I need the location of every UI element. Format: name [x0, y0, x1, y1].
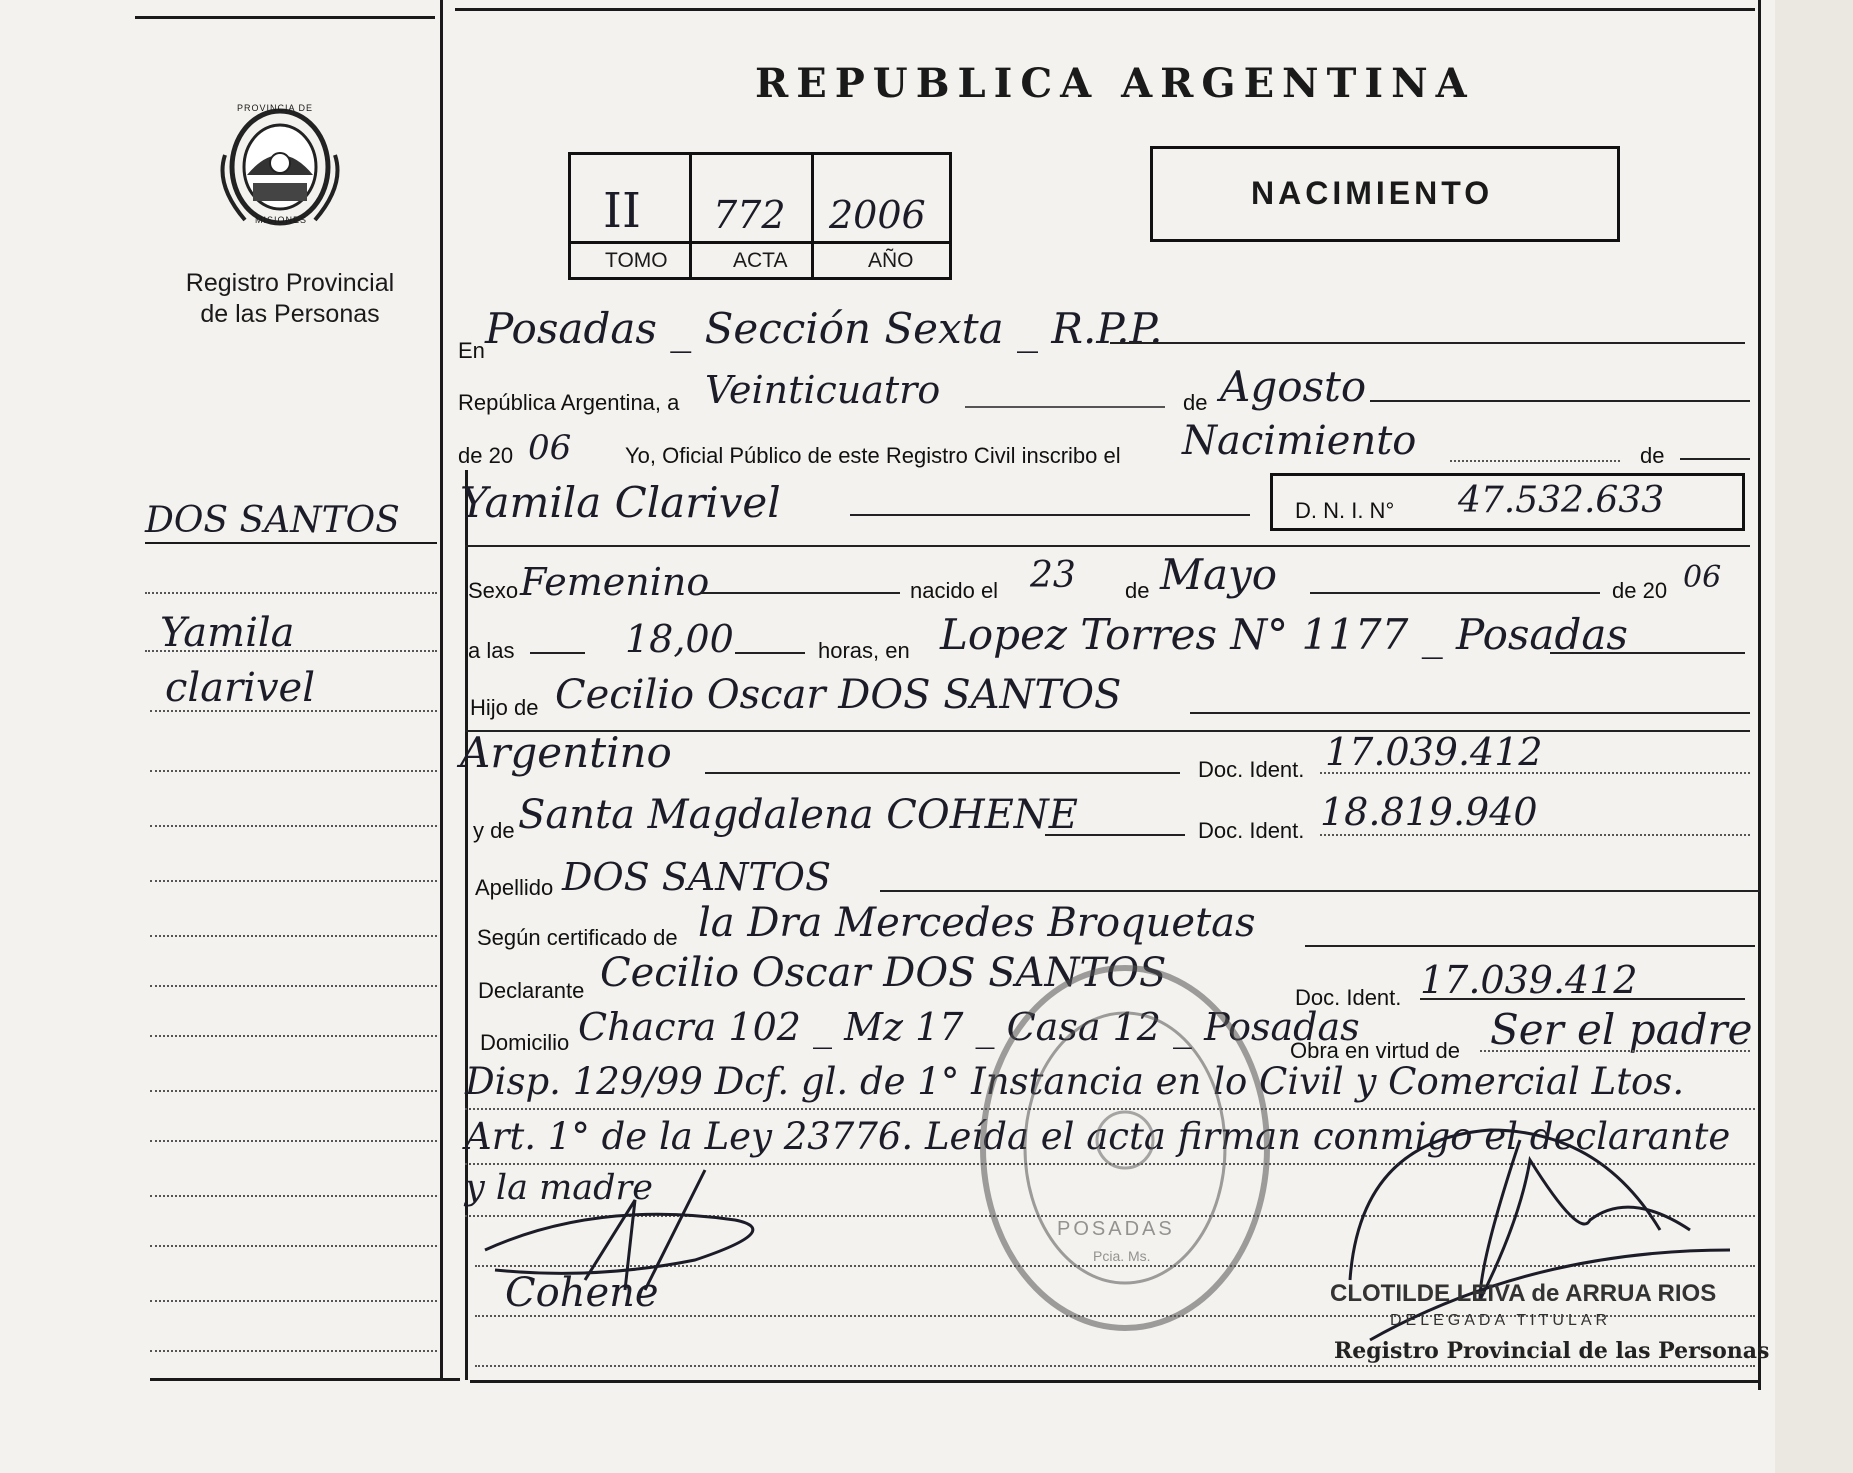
value-by-virtue: Ser el padre	[1490, 1005, 1753, 1054]
top-left-rule	[135, 16, 435, 19]
label-de-20: de 20	[458, 443, 514, 468]
value-mother-doc: 18.819.940	[1320, 790, 1538, 834]
value-day-words: Veinticuatro	[705, 368, 941, 412]
value-birth-month: Mayo	[1160, 550, 1278, 599]
right-border	[1758, 0, 1761, 1390]
label-horas-en: horas, en	[818, 638, 910, 663]
label-segun: Según certificado de	[477, 925, 678, 950]
value-birth-day: 23	[1030, 555, 1076, 596]
label-de-mes: de	[1125, 578, 1150, 603]
seal-top-text: PROVINCIA DE	[237, 103, 314, 113]
margin-first-name: Yamila	[160, 610, 295, 656]
label-republica: República Argentina, a	[458, 390, 680, 415]
value-dni: 47.532.633	[1458, 480, 1665, 521]
country-title: REPUBLICA ARGENTINA	[755, 60, 1475, 107]
official-title: DELEGADA TITULAR	[1390, 1312, 1612, 1329]
tomo-label: TOMO	[605, 249, 668, 272]
label-y-de: y de	[473, 818, 515, 843]
note-line-2: Art. 1° de la Ley 23776. Leída el acta firman conmigo el declarante	[465, 1115, 1731, 1158]
note-line-3: y la madre	[465, 1168, 653, 1208]
note-line-1: Disp. 129/99 Dcf. gl. de 1° Instancia en lo Civil y Comercial Ltos.	[465, 1060, 1685, 1103]
label-de-20b: de 20	[1612, 578, 1668, 603]
label-yo-oficial: Yo, Oficial Público de este Registro Civil inscribo el	[625, 443, 1121, 468]
stamp-center-text: POSADAS	[1057, 1218, 1175, 1240]
label-obra: Obra en virtud de	[1290, 1038, 1460, 1063]
label-de-end: de	[1640, 443, 1665, 468]
column-divider	[440, 0, 443, 1380]
bottom-rule	[470, 1380, 1760, 1383]
label-dni: D. N. I. N°	[1295, 498, 1395, 523]
registry-name-line1: Registro Provincial	[185, 269, 395, 297]
value-address: Chacra 102 _ Mz 17 _ Casa 12 _ Posadas	[578, 1005, 1360, 1049]
seal-bottom-text: MISIONES	[255, 215, 308, 225]
record-type-box	[1150, 146, 1620, 242]
registry-name-line2: de las Personas	[200, 300, 380, 328]
label-doc-ident-father: Doc. Ident.	[1198, 757, 1305, 782]
label-doc-ident-declarant: Doc. Ident.	[1295, 985, 1402, 1010]
label-declarante: Declarante	[478, 978, 585, 1003]
label-a-las: a las	[468, 638, 515, 663]
anio-value: 2006	[829, 193, 926, 237]
tomo-value: II	[603, 183, 641, 239]
margin-surname-rule	[145, 542, 437, 544]
official-stamp	[975, 960, 1275, 1335]
value-surname: DOS SANTOS	[562, 855, 831, 899]
stamp-center-sub: Pcia. Ms.	[1093, 1248, 1151, 1264]
acta-label: ACTA	[733, 249, 788, 272]
record-number-table	[568, 152, 952, 280]
dni-box	[1270, 473, 1745, 531]
value-act-type: Nacimiento	[1182, 418, 1417, 464]
value-mother: Santa Magdalena COHENE	[518, 792, 1078, 838]
label-apellido: Apellido	[475, 875, 554, 900]
value-father: Cecilio Oscar DOS SANTOS	[555, 672, 1122, 718]
margin-second-name: clarivel	[165, 665, 316, 711]
value-child-name: Yamila Clarivel	[460, 478, 781, 527]
label-hijo-de: Hijo de	[470, 695, 539, 720]
inner-divider	[465, 470, 468, 1380]
mother-signature-text: Cohene	[505, 1270, 659, 1316]
value-birth-year: 06	[1683, 560, 1722, 595]
value-year: 06	[528, 428, 572, 468]
registry-name	[140, 268, 440, 330]
mother-signature	[475, 1160, 805, 1320]
province-seal	[215, 95, 345, 235]
value-birth-place: Lopez Torres N° 1177 _ Posadas	[940, 610, 1628, 659]
value-sex: Femenino	[520, 560, 710, 604]
official-name: CLOTILDE LEIVA de ARRUA RIOS	[1330, 1280, 1717, 1307]
label-nacido-el: nacido el	[910, 578, 999, 603]
margin-bottom-rule	[150, 1378, 460, 1381]
label-domicilio: Domicilio	[480, 1030, 570, 1055]
value-place: Posadas _ Sección Sexta _ R.P.P.	[485, 304, 1163, 353]
label-doc-ident-mother: Doc. Ident.	[1198, 818, 1305, 843]
value-father-nationality: Argentino	[460, 728, 672, 777]
official-office: Registro Provincial de las Personas	[1334, 1338, 1770, 1364]
record-type: NACIMIENTO	[1251, 175, 1494, 211]
anio-label: AÑO	[868, 249, 914, 272]
label-en: En	[458, 338, 485, 363]
top-main-rule	[455, 8, 1755, 11]
value-declarant: Cecilio Oscar DOS SANTOS	[600, 950, 1167, 996]
label-de: de	[1183, 390, 1208, 415]
acta-value: 772	[713, 193, 786, 237]
value-certificate-by: la Dra Mercedes Broquetas	[698, 900, 1256, 946]
value-birth-time: 18,00	[625, 617, 734, 661]
official-signature	[1330, 1100, 1770, 1370]
value-declarant-doc: 17.039.412	[1420, 958, 1638, 1002]
margin-surname: DOS SANTOS	[145, 500, 400, 541]
label-sexo: Sexo	[468, 578, 519, 603]
value-father-doc: 17.039.412	[1325, 730, 1543, 774]
value-month: Agosto	[1220, 362, 1367, 411]
